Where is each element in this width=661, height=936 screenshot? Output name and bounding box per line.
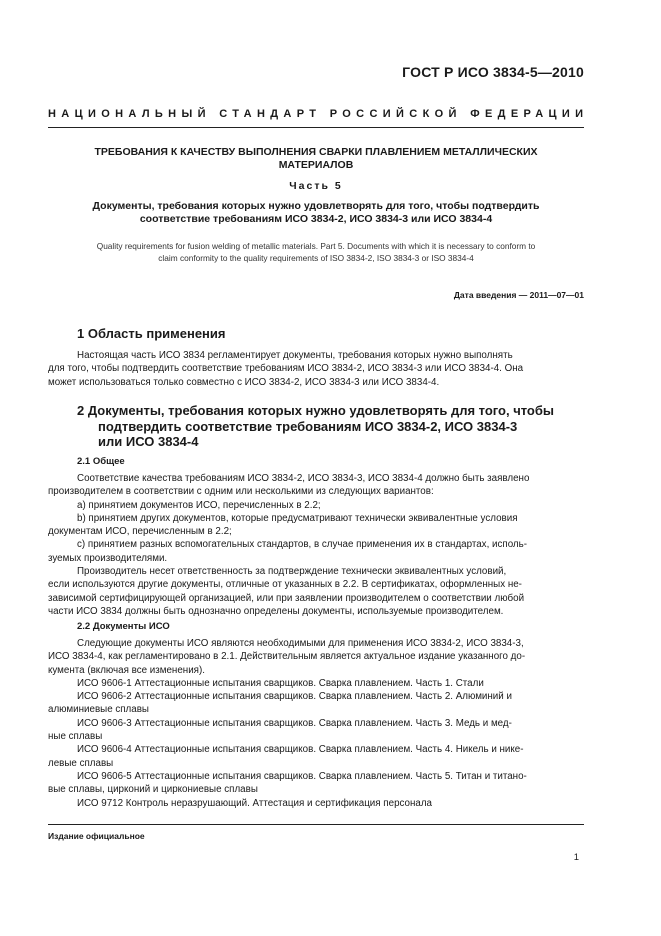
section-2-heading [77,403,584,450]
section-2-heading-line-3: или ИСО 3834-4 [98,434,199,449]
reference-iso-9606-5: ИСО 9606-5 Аттестационные испытания сварщиков. Сварка плавлением. Часть 5. Титан и титано- [77,770,527,782]
reference-iso-9606-2: ИСО 9606-2 Аттестационные испытания сварщиков. Сварка плавлением. Часть 2. Алюминий и [77,691,512,703]
list-item-c: с) принятием разных вспомогательных стандартов, в случае применения их в стандартах, исполь- [77,539,528,551]
subsection-2-1-heading: 2.1 Общее [77,456,125,467]
title-line-1: ТРЕБОВАНИЯ К КАЧЕСТВУ ВЫПОЛНЕНИЯ СВАРКИ ПЛАВЛЕНИЕМ МЕТАЛЛИЧЕСКИХ [94,146,538,158]
footer-divider [48,824,584,825]
section-1-body [48,349,584,389]
section-2-heading-line-2: подтвердить соответствие требованиям ИСО 3834-2, ИСО 3834-3 [98,418,518,434]
paragraph-line: ИСО 3834-4, как регламентировано в 2.1. Действительным является актуальное издание указанного до- [48,651,526,663]
paragraph-line: Соответствие качества требованиям ИСО 3834-2, ИСО 3834-3, ИСО 3834-4 должно быть заявлено [77,473,530,484]
paragraph-line: части ИСО 3834 должны быть однозначно определены документы, используемые производителем. [48,605,504,617]
subsection-2-1-body [48,472,584,618]
paragraph-line: для того, чтобы подтвердить соответствие требованиям ИСО 3834-2, ИСО 3834-3 или ИСО 3834-4. Она [48,363,524,375]
subtitle-line-2: соответствие требованиям ИСО 3834-2, ИСО 3834-3 или ИСО 3834-4 [139,213,493,225]
paragraph-line: зуемых производителями. [48,552,168,564]
standard-number: ГОСТ Р ИСО 3834-5—2010 [402,64,584,80]
introduction-date: Дата введения — 2011—07—01 [453,290,584,300]
section-2-heading-line-1: 2 Документы, требования которых нужно удовлетворять для того, чтобы [77,403,555,418]
paragraph-line: алюминиевые сплавы [48,704,149,716]
list-item-a: а) принятием документов ИСО, перечисленных в 2.2; [77,499,321,511]
reference-iso-9606-3: ИСО 9606-3 Аттестационные испытания сварщиков. Сварка плавлением. Часть 3. Медь и мед- [77,717,512,729]
list-item-b: b) принятием других документов, которые предусматривают технически эквивалентные условия [77,512,518,524]
official-edition-label: Издание официальное [48,831,145,841]
title-line-2: МАТЕРИАЛОВ [278,159,354,171]
paragraph-line: ные сплавы [48,731,103,743]
paragraph-line: Настоящая часть ИСО 3834 регламентирует документы, требования которых нужно выполнять [77,350,513,361]
document-subtitle [48,200,584,226]
national-standard-banner: НАЦИОНАЛЬНЫЙ СТАНДАРТ РОССИЙСКОЙ ФЕДЕРАЦИИ [48,108,589,120]
part-label: Часть 5 [289,180,343,192]
paragraph-line: производителем в соответствии с одним или несколькими из следующих вариантов: [48,486,434,498]
english-title-line-2: claim conformity to the quality requirements of ISO 3834-2, ISO 3834-3 or ISO 3834-4 [158,253,474,263]
paragraph-line: Производитель несет ответственность за подтверждение технически эквивалентных условий, [77,566,507,578]
english-title [48,240,584,264]
english-title-line-1: Quality requirements for fusion welding of metallic materials. Part 5. Documents with which it is necessary to conform to [96,241,536,251]
paragraph-line: документам ИСО, перечисленным в 2.2; [48,526,232,538]
paragraph-line: вые сплавы, цирконий и циркониевые сплавы [48,784,258,796]
subsection-2-2-heading: 2.2 Документы ИСО [77,621,170,632]
section-1-heading: 1 Область применения [77,326,226,341]
paragraph-line: кумента (включая все изменения). [48,664,205,676]
paragraph-line: зависимой сертифицирующей организацией, или при заявлении производителем о соответствии любой [48,592,525,604]
page-number: 1 [573,852,579,863]
paragraph-line: Следующие документы ИСО являются необходимыми для применения ИСО 3834-2, ИСО 3834-3, [77,638,524,649]
paragraph-line: если используются другие документы, отличные от указанных в 2.2. В сертификатах, оформленных не- [48,579,522,591]
paragraph-line: может использоваться только совместно с ИСО 3834-2, ИСО 3834-3 или ИСО 3834-4. [48,376,440,388]
document-title [48,146,584,172]
header-divider [48,127,584,128]
paragraph-line: левые сплавы [48,757,114,769]
reference-iso-9606-1: ИСО 9606-1 Аттестационные испытания сварщиков. Сварка плавлением. Часть 1. Стали [77,677,484,689]
subtitle-line-1: Документы, требования которых нужно удовлетворять для того, чтобы подтвердить [92,200,540,212]
reference-iso-9712: ИСО 9712 Контроль неразрушающий. Аттестация и сертификация персонала [77,797,432,809]
subsection-2-2-body [48,637,584,810]
reference-iso-9606-4: ИСО 9606-4 Аттестационные испытания сварщиков. Сварка плавлением. Часть 4. Никель и нике- [77,744,524,756]
